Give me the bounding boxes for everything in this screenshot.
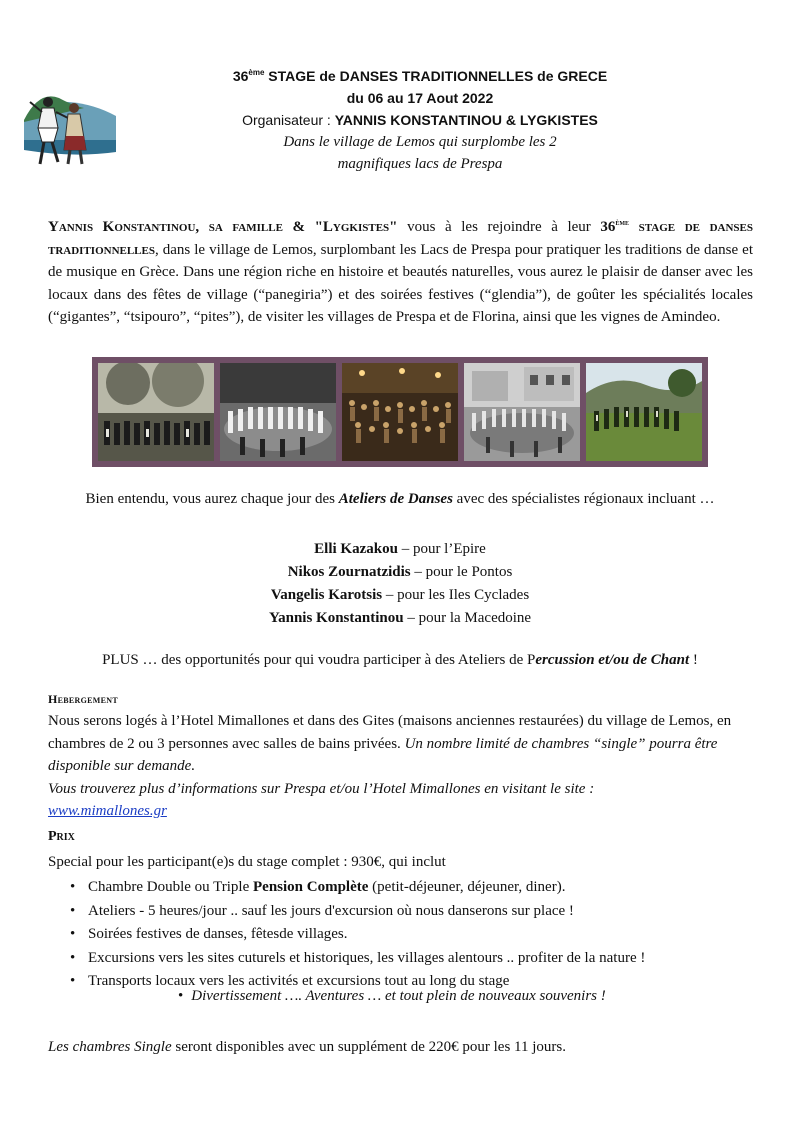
hebergement-paragraph: Nous serons logés à l’Hotel Mimallones et dans des Gites (maisons anciennes restaurées) du village de Lemos, en chambres de 2 ou 3 personnes avec salles de bains privées. Un nombre limité de chambres “single” pourra être disponible sur demande. Vous trouverez plus d’informations sur Prespa et/ou l’Hotel Mimallones en visitant le site : www.mimallones.gr	[48, 713, 732, 819]
photo-strip	[92, 357, 708, 467]
photo-night-dance	[342, 363, 458, 461]
event-location-line2: magnifiques lacs de Prespa	[337, 156, 503, 172]
teacher-item: Vangelis Karotsis – pour les Iles Cyclades	[270, 587, 530, 603]
event-title: 36ème STAGE de DANSES TRADITIONNELLES de GRECE	[232, 68, 608, 84]
event-dates: du 06 au 17 Aout 2022	[346, 90, 494, 106]
plus-paragraph: PLUS … des opportunités pour qui voudra participer à des Ateliers de Percussion et/ou de Chant !	[102, 652, 698, 668]
intro-paragraph: Yannis Konstantinou, sa famille & "Lygkistes" vous à les rejoindre à leur 36ème stage de danses traditionnelles, dans le village de Lemos, surplombant les Lacs de Prespa pour pratiquer les traditions de danse et de musique en Grèce. Dans une région riche en histoire et beautés naturelles, vous aurez le plaisir de danser avec les locaux dans des fêtes de village (“panegiria”) et des soirées festives (“glendia”), de goûter les spécialités locales (“gigantes”, “tsipouro”, “pites”), de visiter les villages de Prespa et de Florina, ainsi que les vignes de Amindeo.	[48, 218, 753, 325]
teacher-item: Yannis Konstantinou – pour la Macedoine	[268, 610, 532, 626]
logo-dancers-image	[24, 80, 116, 170]
prix-line: Special pour les participant(e)s du stage complet : 930€, qui inclut	[48, 854, 446, 870]
photo-dancers-meadow	[586, 363, 702, 461]
hebergement-heading: Hebergement	[48, 692, 118, 706]
event-location-line1: Dans le village de Lemos qui surplombe les 2	[283, 134, 557, 150]
photo-dancers-trees	[98, 363, 214, 461]
website-link[interactable]: www.mimallones.gr	[48, 803, 167, 819]
event-header	[150, 62, 690, 175]
list-item: • Excursions vers les sites cuturels et historiques, les villages alentours .. profiter de la nature !	[70, 947, 645, 971]
photo-village-square	[464, 363, 580, 461]
single-room-note: Les chambres Single seront disponibles avec un supplément de 220€ pour les 11 jours.	[48, 1039, 566, 1055]
teacher-item: Nikos Zournatzidis – pour le Pontos	[287, 564, 513, 580]
ateliers-paragraph: Bien entendu, vous aurez chaque jour des Ateliers de Danses avec des spécialistes régionaux incluant …	[85, 491, 715, 507]
list-item: • Ateliers - 5 heures/jour .. sauf les jours d'excursion où nous danserons sur place !	[70, 900, 645, 924]
event-organizer: Organisateur : YANNIS KONSTANTINOU & LYGKISTES	[242, 112, 598, 128]
prix-heading: Prix	[48, 829, 75, 844]
teacher-item: Elli Kazakou – pour l’Epire	[314, 541, 486, 557]
teachers-list	[200, 538, 600, 630]
prix-includes-list	[70, 876, 645, 994]
list-item: • Chambre Double ou Triple Pension Complète (petit-déjeuner, déjeuner, diner).	[70, 876, 645, 900]
list-item: • Transports locaux vers les activités et excursions tout au long du stage	[70, 970, 645, 994]
sub-bullet: • Divertissement …. Aventures … et tout plein de nouveaux souvenirs !	[178, 988, 606, 1005]
list-item: • Soirées festives de danses, fêtesde villages.	[70, 923, 645, 947]
photo-circle-dance-bw	[220, 363, 336, 461]
